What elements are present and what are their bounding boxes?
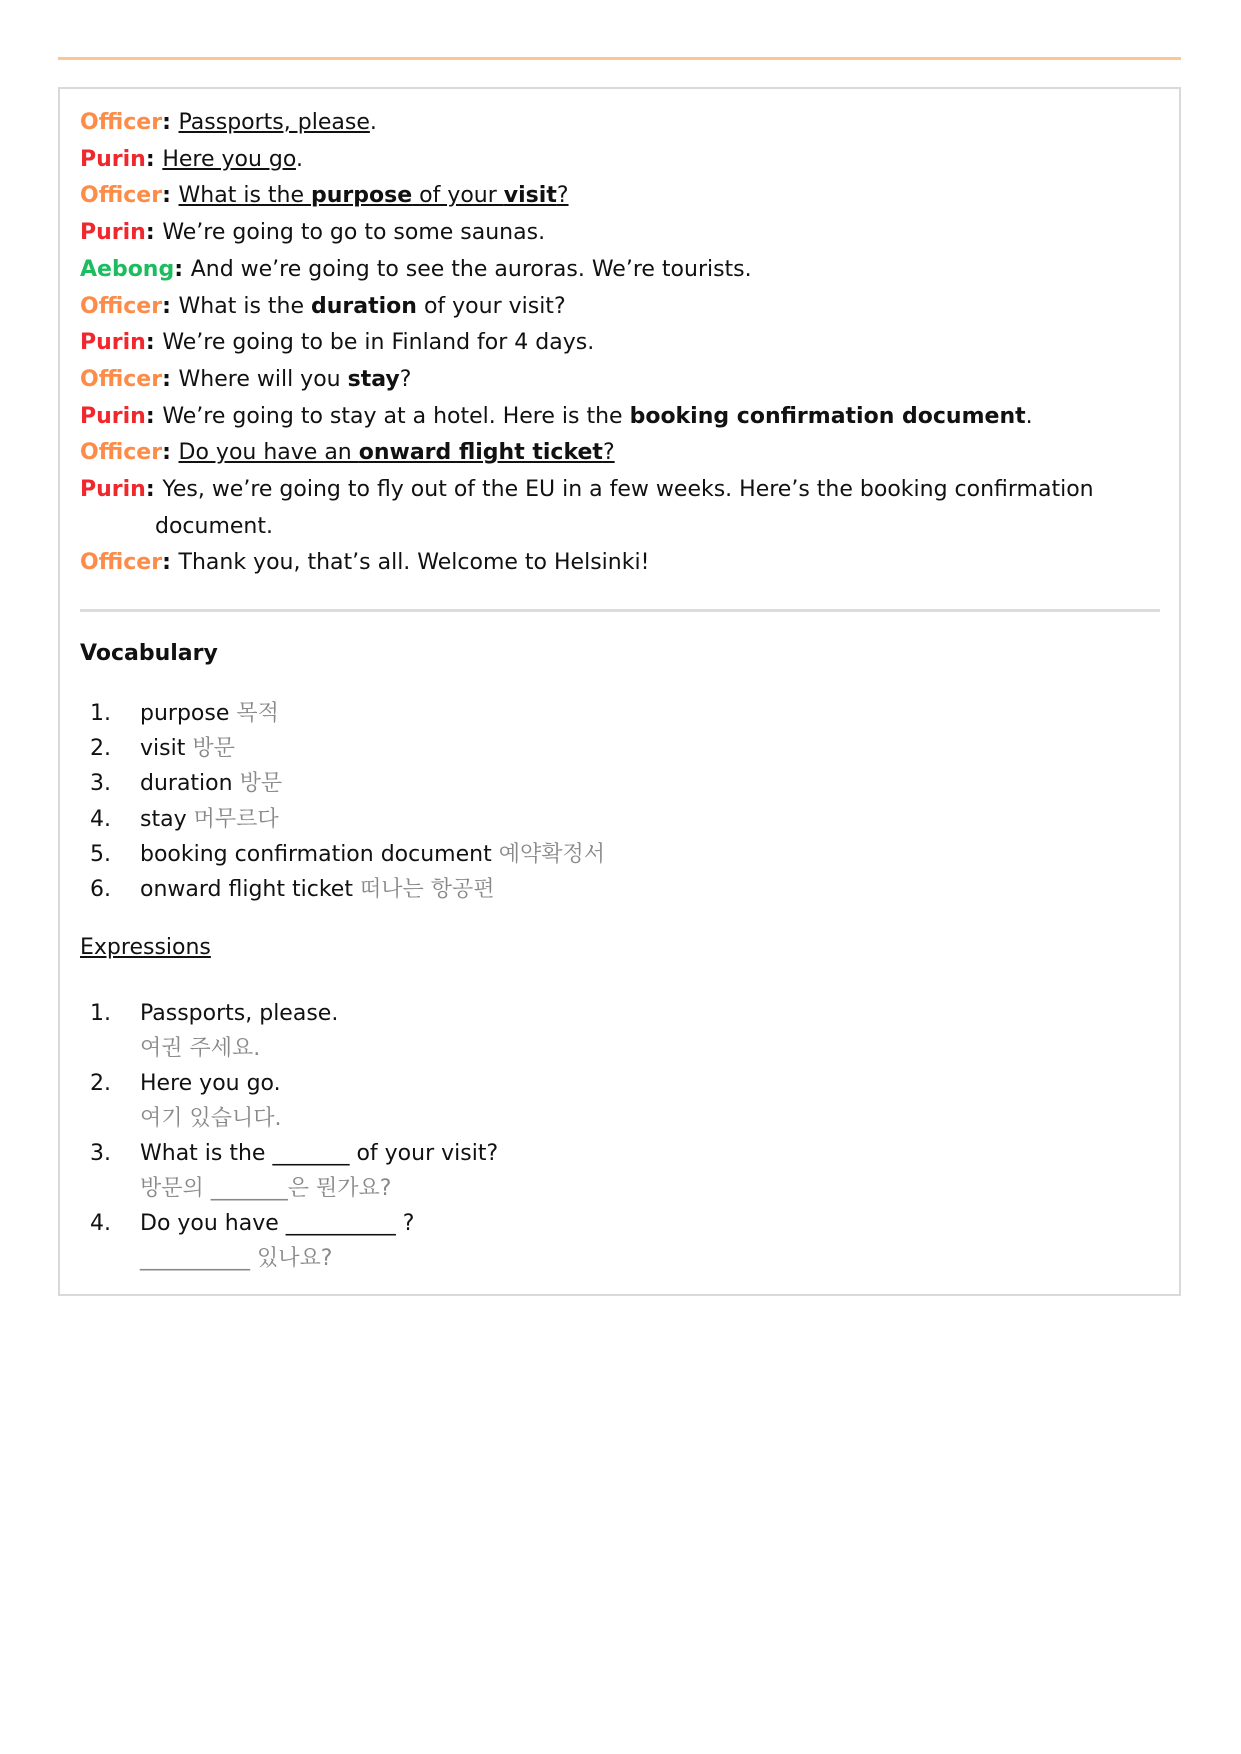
english-term: booking confirmation document <box>140 841 492 867</box>
english-text: What is the _______ of your visit? <box>140 1141 499 1166</box>
colon: : <box>162 366 179 392</box>
colon: : <box>145 146 163 172</box>
speaker-name: Officer <box>80 183 163 209</box>
dialog-text: of your <box>412 183 504 209</box>
item-number: 4. <box>90 806 111 832</box>
vocabulary-title: Vocabulary <box>80 641 218 666</box>
speaker-name: Officer <box>80 550 163 576</box>
header-accent-line <box>58 57 1181 60</box>
korean-translation: 방문의 _______은 뭔가요? <box>140 1176 392 1201</box>
english-text: Passports, please. <box>140 1001 339 1026</box>
expressions-list <box>90 996 498 1276</box>
dialog-text: . <box>369 110 377 135</box>
dialog-text: What is the <box>178 293 311 319</box>
expression-english <box>90 1136 498 1171</box>
dialog-text: . <box>1025 403 1033 429</box>
dialog-text: Yes, we’re going to fly out of the EU in a few weeks. Here’s the booking confirmation document. <box>155 477 1094 539</box>
dialog-line <box>80 252 1140 289</box>
speaker-name: Officer <box>80 366 163 392</box>
item-number: 2. <box>90 1071 111 1096</box>
korean-translation: 목적 <box>236 701 279 726</box>
dialog-text: Here you go <box>162 146 296 172</box>
speaker-name: Aebong <box>80 256 175 282</box>
expression-item <box>90 1136 498 1206</box>
korean-translation: 머무르다 <box>193 806 279 832</box>
item-number: 5. <box>90 841 111 867</box>
item-number: 2. <box>90 736 111 762</box>
korean-translation: __________ 있나요? <box>140 1246 333 1271</box>
korean-translation: 떠나는 항공편 <box>359 877 495 903</box>
speaker-name: Officer <box>80 440 163 466</box>
korean-translation: 방문 <box>192 736 235 762</box>
english-term: onward flight ticket <box>140 877 353 903</box>
colon: : <box>174 256 191 282</box>
vocabulary-item <box>90 696 605 731</box>
english-text: Here you go. <box>140 1071 281 1096</box>
expression-item <box>90 1206 498 1276</box>
colon: : <box>162 550 179 576</box>
vocabulary-item <box>90 766 605 801</box>
korean-translation: 여권 주세요. <box>140 1036 261 1061</box>
dialog-text: Passports, please <box>178 110 370 135</box>
dialog-line <box>80 472 1140 545</box>
dialog-text: visit <box>503 183 557 209</box>
vocabulary-list <box>90 696 605 907</box>
expression-item <box>90 996 498 1066</box>
dialog-line <box>80 362 1140 399</box>
dialog-text: ? <box>399 366 412 392</box>
expressions-title: Expressions <box>80 935 211 960</box>
english-term: visit <box>140 736 186 762</box>
colon: : <box>145 220 163 246</box>
dialog-line <box>80 215 1140 252</box>
expression-english <box>90 1206 498 1241</box>
korean-translation: 여기 있습니다. <box>140 1106 282 1131</box>
speaker-name: Purin <box>80 403 146 429</box>
dialog-text: We’re going to stay at a hotel. Here is the <box>162 403 630 429</box>
colon: : <box>162 183 179 209</box>
english-term: duration <box>140 771 233 797</box>
expression-english <box>90 996 498 1031</box>
dialog-line <box>80 142 1140 179</box>
dialog-text: Do you have an <box>178 440 359 466</box>
expression-english <box>90 1066 498 1101</box>
colon: : <box>162 110 179 135</box>
speaker-name: Purin <box>80 220 146 246</box>
vocabulary-item <box>90 837 605 872</box>
dialog-text: ? <box>602 440 615 466</box>
speaker-name: Purin <box>80 477 146 503</box>
divider <box>80 609 1160 612</box>
dialog-line <box>80 399 1140 436</box>
expression-item <box>90 1066 498 1136</box>
dialog-text: We’re going to go to some saunas. <box>162 220 546 246</box>
speaker-name: Officer <box>80 293 163 319</box>
colon: : <box>145 330 163 356</box>
dialog-text: booking confirmation document <box>629 403 1026 429</box>
korean-translation: 예약확정서 <box>498 841 605 867</box>
colon: : <box>145 477 163 503</box>
vocabulary-item <box>90 872 605 907</box>
item-number: 3. <box>90 771 111 797</box>
dialog-text: Where will you <box>178 366 348 392</box>
dialog-text: of your visit? <box>416 293 566 319</box>
dialog-line <box>80 545 1140 582</box>
speaker-name: Purin <box>80 146 146 172</box>
dialog-text: purpose <box>311 183 413 209</box>
dialog-text: onward flight ticket <box>358 440 603 466</box>
item-number: 1. <box>90 701 111 726</box>
speaker-name: Officer <box>80 110 163 135</box>
dialog <box>80 105 1140 582</box>
vocabulary-item <box>90 731 605 766</box>
item-number: 3. <box>90 1141 111 1166</box>
colon: : <box>162 440 179 466</box>
dialog-text: And we’re going to see the auroras. We’re tourists. <box>190 256 752 282</box>
dialog-line <box>80 105 1140 142</box>
item-number: 1. <box>90 1001 111 1026</box>
korean-translation: 방문 <box>239 771 283 797</box>
dialog-text: Thank you, that’s all. Welcome to Helsinki! <box>178 550 650 576</box>
dialog-line <box>80 325 1140 362</box>
dialog-text: . <box>295 146 303 172</box>
english-term: stay <box>140 806 187 832</box>
dialog-line <box>80 289 1140 326</box>
item-number: 4. <box>90 1211 111 1236</box>
lesson-box <box>58 87 1181 1296</box>
speaker-name: Purin <box>80 330 146 356</box>
dialog-line <box>80 178 1140 215</box>
colon: : <box>145 403 163 429</box>
english-term: purpose <box>140 701 230 726</box>
colon: : <box>162 293 179 319</box>
dialog-text: duration <box>311 293 417 319</box>
item-number: 6. <box>90 877 111 903</box>
dialog-text: ? <box>556 183 569 209</box>
dialog-text: We’re going to be in Finland for 4 days. <box>162 330 595 356</box>
english-text: Do you have __________ ? <box>140 1211 415 1236</box>
dialog-line <box>80 435 1140 472</box>
dialog-text: What is the <box>178 183 311 209</box>
vocabulary-item <box>90 802 605 837</box>
dialog-text: stay <box>347 366 400 392</box>
